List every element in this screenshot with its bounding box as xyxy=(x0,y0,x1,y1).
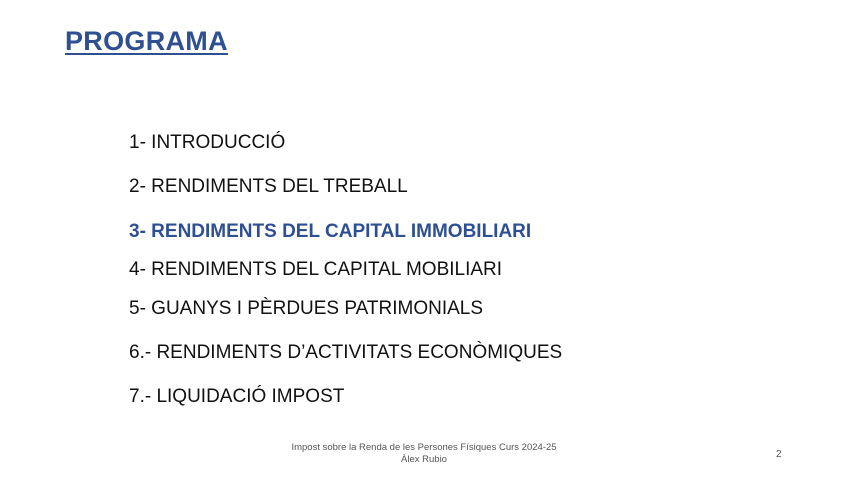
program-item-1: 1- INTRODUCCIÓ xyxy=(129,132,286,153)
program-item-6: 6.- RENDIMENTS D’ACTIVITATS ECONÒMIQUES xyxy=(129,342,563,363)
program-item-4: 4- RENDIMENTS DEL CAPITAL MOBILIARI xyxy=(129,259,503,280)
program-item-3-highlighted: 3- RENDIMENTS DEL CAPITAL IMMOBILIARI xyxy=(129,221,532,242)
program-item-7: 7.- LIQUIDACIÓ IMPOST xyxy=(129,386,345,407)
program-item-2: 2- RENDIMENTS DEL TREBALL xyxy=(129,176,408,197)
page-number: 2 xyxy=(776,449,782,460)
slide-title: PROGRAMA xyxy=(65,26,228,56)
slide-footer xyxy=(260,442,588,466)
footer-author: Àlex Rubio xyxy=(401,454,447,465)
footer-course-line: Impost sobre la Renda de les Persones Físiques Curs 2024-25 xyxy=(291,442,557,453)
program-item-5: 5- GUANYS I PÈRDUES PATRIMONIALS xyxy=(129,298,484,319)
